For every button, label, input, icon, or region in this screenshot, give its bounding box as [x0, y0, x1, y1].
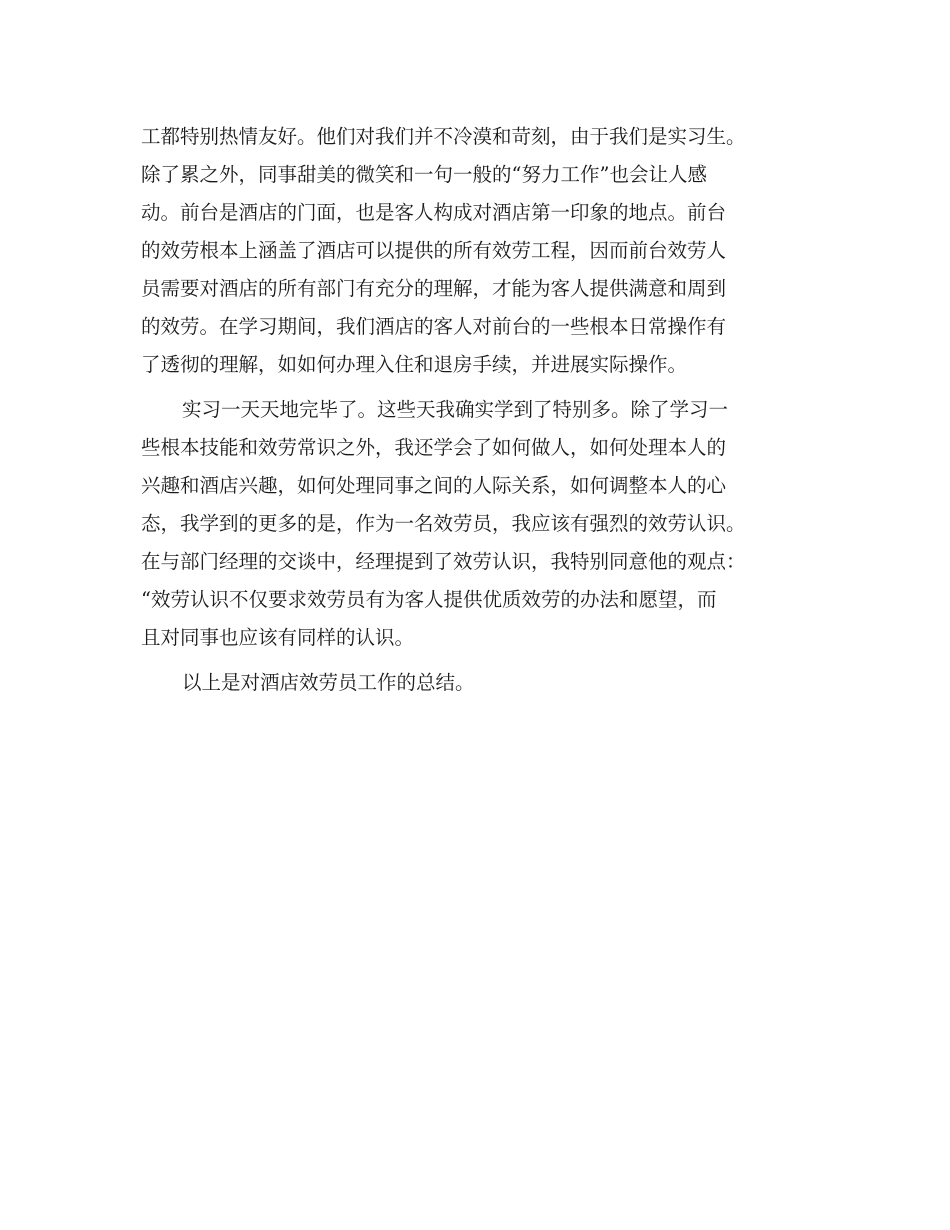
text-line: 在与部门经理的交谈中，经理提到了效劳认识，我特别同意他的观点：	[141, 550, 746, 573]
paragraph-1	[141, 118, 831, 384]
text-line: 兴趣和酒店兴趣，如何处理同事之间的人际关系，如何调整本人的心	[141, 474, 727, 497]
text-line: 且对同事也应该有同样的认识。	[141, 626, 415, 649]
text-line: 实习一天天地完毕了。这些天我确实学到了特别多。除了学习一	[182, 398, 729, 421]
text-line: 动。前台是酒店的门面，也是客人构成对酒店第一印象的地点。前台	[141, 201, 727, 224]
text-line: 态，我学到的更多的是，作为一名效劳员，我应该有强烈的效劳认识。	[141, 512, 746, 535]
text-line: 工都特别热情友好。他们对我们并不冷漠和苛刻，由于我们是实习生。	[141, 125, 746, 148]
text-line: “效劳认识不仅要求效劳员有为客人提供优质效劳的办法和愿望，而	[141, 588, 717, 611]
document-body	[141, 118, 831, 702]
text-line: 些根本技能和效劳常识之外，我还学会了如何做人，如何处理本人的	[141, 436, 727, 459]
paragraph-2	[141, 391, 831, 657]
text-line: 员需要对酒店的所有部门有充分的理解，才能为客人提供满意和周到	[141, 277, 727, 300]
text-line: 以上是对酒店效劳员工作的总结。	[182, 671, 475, 694]
text-line: 的效劳根本上涵盖了酒店可以提供的所有效劳工程，因而前台效劳人	[141, 239, 727, 262]
text-line: 除了累之外，同事甜美的微笑和一句一般的“努力工作”也会让人感	[141, 163, 707, 186]
paragraph-3	[141, 664, 831, 702]
text-line: 的效劳。在学习期间，我们酒店的客人对前台的一些根本日常操作有	[141, 315, 727, 338]
text-line: 了透彻的理解，如如何办理入住和退房手续，并进展实际操作。	[141, 353, 688, 376]
